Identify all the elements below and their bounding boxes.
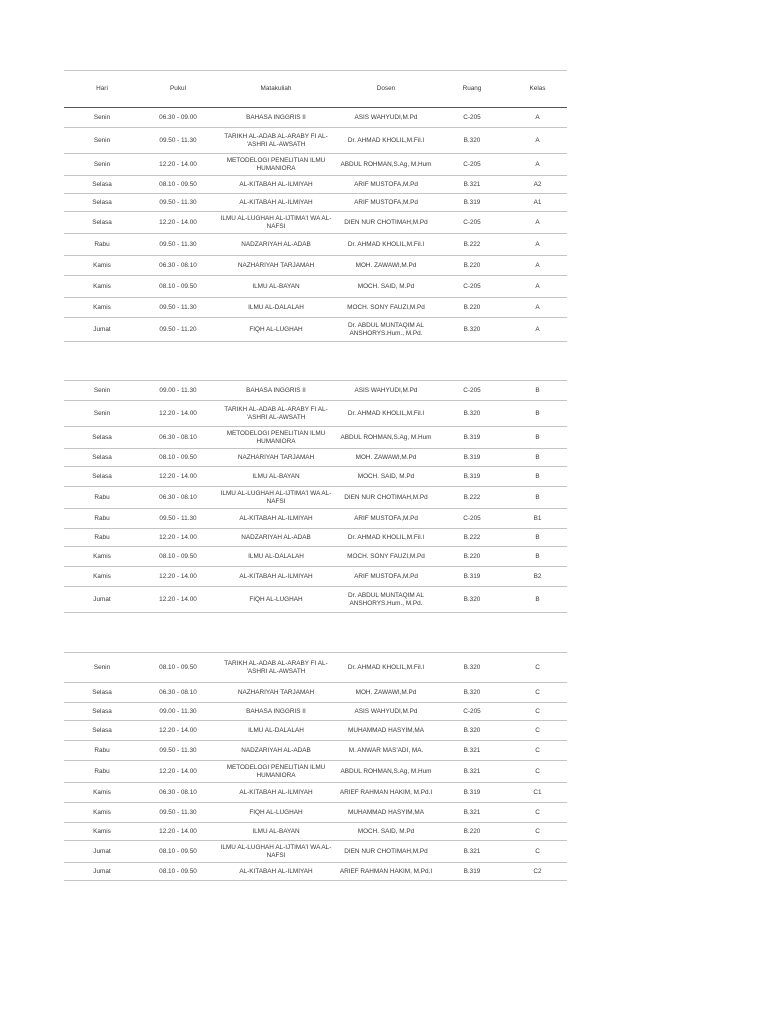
cell-matakuliah: NADZARIYAH AL-ADAB <box>216 741 336 761</box>
cell-kelas: C <box>508 761 567 783</box>
table-row <box>64 863 567 881</box>
cell-matakuliah: METODELOGI PENELITIAN ILMU HUMANIORA <box>216 761 336 783</box>
cell-ruang: B.321 <box>436 176 508 194</box>
cell-hari: Selasa <box>64 467 140 487</box>
cell-dosen: Dr. AHMAD KHOLIL,M.Fil.I <box>336 128 436 154</box>
cell-hari: Selasa <box>64 449 140 467</box>
cell-ruang: B.321 <box>436 761 508 783</box>
cell-ruang: C-205 <box>436 509 508 529</box>
table-row <box>64 653 567 683</box>
cell-kelas: B <box>508 529 567 547</box>
cell-ruang: B.319 <box>436 783 508 803</box>
cell-hari: Senin <box>64 653 140 683</box>
cell-dosen: MOCH. SAID, M.Pd <box>336 467 436 487</box>
header-ruang: Ruang <box>436 71 508 108</box>
table-row <box>64 509 567 529</box>
table-row <box>64 427 567 449</box>
cell-pukul: 09.50 - 11.30 <box>140 298 216 318</box>
cell-ruang: C-205 <box>436 212 508 234</box>
cell-kelas: C <box>508 703 567 721</box>
cell-dosen: ASIS WAHYUDI,M.Pd <box>336 108 436 128</box>
cell-dosen: ARIF MUSTOFA,M.Pd <box>336 176 436 194</box>
table-row <box>64 256 567 276</box>
cell-matakuliah: FIQH AL-LUGHAH <box>216 318 336 342</box>
cell-dosen: ASIS WAHYUDI,M.Pd <box>336 381 436 401</box>
cell-dosen: ABDUL ROHMAN,S.Ag, M.Hum <box>336 761 436 783</box>
cell-pukul: 12.20 - 14.00 <box>140 567 216 587</box>
cell-kelas: A <box>508 154 567 176</box>
table-row <box>64 128 567 154</box>
cell-matakuliah: ILMU AL-DALALAH <box>216 298 336 318</box>
cell-pukul: 08.10 - 09.50 <box>140 176 216 194</box>
cell-hari: Rabu <box>64 529 140 547</box>
cell-dosen: Dr. AHMAD KHOLIL,M.Fil.I <box>336 234 436 256</box>
cell-matakuliah: AL-KITABAH AL-ILMIYAH <box>216 567 336 587</box>
cell-pukul: 06.30 - 08.10 <box>140 256 216 276</box>
cell-kelas: B <box>508 427 567 449</box>
cell-matakuliah: AL-KITABAH AL-ILMIYAH <box>216 194 336 212</box>
cell-matakuliah: BAHASA INGGRIS II <box>216 381 336 401</box>
cell-dosen: MOCH. SONY FAUZI,M.Pd <box>336 298 436 318</box>
cell-ruang: C-205 <box>436 703 508 721</box>
cell-pukul: 12.20 - 14.00 <box>140 761 216 783</box>
cell-kelas: A <box>508 276 567 298</box>
table-row <box>64 823 567 841</box>
cell-matakuliah: FIQH AL-LUGHAH <box>216 587 336 613</box>
cell-pukul: 12.20 - 14.00 <box>140 154 216 176</box>
table-row <box>64 703 567 721</box>
cell-hari: Rabu <box>64 487 140 509</box>
cell-matakuliah: TARIKH AL-ADAB AL-ARABY FI AL-'ASHRI AL-AWSATH <box>216 128 336 154</box>
cell-kelas: C <box>508 683 567 703</box>
cell-dosen: DIEN NUR CHOTIMAH,M.Pd <box>336 841 436 863</box>
table-row <box>64 841 567 863</box>
cell-pukul: 12.20 - 14.00 <box>140 587 216 613</box>
cell-ruang: B.319 <box>436 863 508 881</box>
cell-pukul: 09.50 - 11.30 <box>140 234 216 256</box>
cell-hari: Selasa <box>64 176 140 194</box>
cell-pukul: 06.30 - 08.10 <box>140 783 216 803</box>
cell-hari: Rabu <box>64 761 140 783</box>
cell-pukul: 09.50 - 11.30 <box>140 194 216 212</box>
cell-dosen: ARIF MUSTOFA,M.Pd <box>336 194 436 212</box>
cell-ruang: B.321 <box>436 741 508 761</box>
cell-pukul: 08.10 - 09.50 <box>140 547 216 567</box>
cell-kelas: A <box>508 128 567 154</box>
cell-pukul: 12.20 - 14.00 <box>140 467 216 487</box>
table-row <box>64 783 567 803</box>
cell-ruang: B.320 <box>436 683 508 703</box>
cell-hari: Selasa <box>64 721 140 741</box>
cell-ruang: C-205 <box>436 108 508 128</box>
table-row <box>64 234 567 256</box>
cell-kelas: B <box>508 487 567 509</box>
cell-pukul: 09.50 - 11.30 <box>140 128 216 154</box>
cell-pukul: 09.00 - 11.30 <box>140 703 216 721</box>
cell-dosen: MOH. ZAWAWI,M.Pd <box>336 256 436 276</box>
cell-ruang: B.320 <box>436 401 508 427</box>
cell-pukul: 09.50 - 11.20 <box>140 318 216 342</box>
cell-hari: Selasa <box>64 683 140 703</box>
cell-dosen: ARIF MUSTOFA,M.Pd <box>336 567 436 587</box>
cell-kelas: C1 <box>508 783 567 803</box>
cell-kelas: B <box>508 587 567 613</box>
cell-matakuliah: BAHASA INGGRIS II <box>216 703 336 721</box>
cell-ruang: C-205 <box>436 276 508 298</box>
table-row <box>64 567 567 587</box>
cell-dosen: Dr. AHMAD KHOLIL,M.Fil.I <box>336 653 436 683</box>
cell-dosen: ABDUL ROHMAN,S.Ag, M.Hum <box>336 154 436 176</box>
cell-matakuliah: ILMU AL-LUGHAH AL-IJTIMA'I WA AL-NAFSI <box>216 841 336 863</box>
cell-matakuliah: ILMU AL-BAYAN <box>216 276 336 298</box>
table-row <box>64 683 567 703</box>
table-row <box>64 741 567 761</box>
cell-pukul: 12.20 - 14.00 <box>140 529 216 547</box>
cell-ruang: B.320 <box>436 721 508 741</box>
cell-ruang: B.220 <box>436 547 508 567</box>
cell-matakuliah: TARIKH AL-ADAB AL-ARABY FI AL-'ASHRI AL-AWSATH <box>216 401 336 427</box>
cell-ruang: B.319 <box>436 567 508 587</box>
cell-pukul: 08.10 - 09.50 <box>140 841 216 863</box>
cell-ruang: B.321 <box>436 841 508 863</box>
cell-pukul: 12.20 - 14.00 <box>140 721 216 741</box>
cell-pukul: 09.50 - 11.30 <box>140 741 216 761</box>
cell-matakuliah: TARIKH AL-ADAB AL-ARABY FI AL-'ASHRI AL-AWSATH <box>216 653 336 683</box>
cell-dosen: ABDUL ROHMAN,S.Ag, M.Hum <box>336 427 436 449</box>
cell-kelas: A <box>508 318 567 342</box>
schedule-table-class-b <box>64 380 567 613</box>
cell-kelas: A <box>508 298 567 318</box>
cell-kelas: A1 <box>508 194 567 212</box>
cell-pukul: 08.10 - 09.50 <box>140 863 216 881</box>
cell-hari: Senin <box>64 108 140 128</box>
cell-hari: Senin <box>64 128 140 154</box>
table-row <box>64 721 567 741</box>
cell-kelas: C2 <box>508 863 567 881</box>
cell-ruang: B.320 <box>436 318 508 342</box>
cell-matakuliah: AL-KITABAH AL-ILMIYAH <box>216 509 336 529</box>
table-row <box>64 803 567 823</box>
table-row <box>64 449 567 467</box>
schedule-table-class-c <box>64 652 567 881</box>
table-row <box>64 276 567 298</box>
cell-matakuliah: AL-KITABAH AL-ILMIYAH <box>216 783 336 803</box>
cell-pukul: 12.20 - 14.00 <box>140 823 216 841</box>
cell-ruang: B.320 <box>436 653 508 683</box>
cell-dosen: DIEN NUR CHOTIMAH,M.Pd <box>336 487 436 509</box>
cell-pukul: 12.20 - 14.00 <box>140 401 216 427</box>
cell-dosen: ARIEF RAHMAN HAKIM, M.Pd.I <box>336 863 436 881</box>
cell-kelas: C <box>508 653 567 683</box>
cell-matakuliah: ILMU AL-BAYAN <box>216 467 336 487</box>
cell-hari: Selasa <box>64 212 140 234</box>
cell-kelas: C <box>508 741 567 761</box>
table-row <box>64 547 567 567</box>
cell-kelas: C <box>508 841 567 863</box>
cell-ruang: B.220 <box>436 256 508 276</box>
header-matakuliah: Matakuliah <box>216 71 336 108</box>
cell-matakuliah: NADZARIYAH AL-ADAB <box>216 529 336 547</box>
cell-pukul: 09.00 - 11.30 <box>140 381 216 401</box>
cell-dosen: Dr. ABDUL MUNTAQIM AL ANSHORYS.Hum., M.Pd. <box>336 318 436 342</box>
cell-hari: Jumat <box>64 587 140 613</box>
cell-matakuliah: METODELOGI PENELITIAN ILMU HUMANIORA <box>216 154 336 176</box>
cell-hari: Rabu <box>64 234 140 256</box>
cell-hari: Selasa <box>64 703 140 721</box>
table-row <box>64 154 567 176</box>
cell-ruang: B.220 <box>436 298 508 318</box>
cell-kelas: B <box>508 401 567 427</box>
cell-dosen: MOCH. SONY FAUZI,M.Pd <box>336 547 436 567</box>
cell-hari: Rabu <box>64 741 140 761</box>
cell-kelas: C <box>508 823 567 841</box>
cell-matakuliah: AL-KITABAH AL-ILMIYAH <box>216 176 336 194</box>
cell-matakuliah: ILMU AL-DALALAH <box>216 547 336 567</box>
table-header <box>64 71 567 108</box>
cell-pukul: 08.10 - 09.50 <box>140 449 216 467</box>
cell-dosen: MOH. ZAWAWI,M.Pd <box>336 449 436 467</box>
cell-pukul: 09.50 - 11.30 <box>140 509 216 529</box>
cell-matakuliah: ILMU AL-LUGHAH AL-IJTIMA'I WA AL-NAFSI <box>216 487 336 509</box>
header-kelas: Kelas <box>508 71 567 108</box>
table-row <box>64 487 567 509</box>
cell-ruang: B.320 <box>436 128 508 154</box>
cell-pukul: 09.50 - 11.30 <box>140 803 216 823</box>
cell-ruang: B.220 <box>436 823 508 841</box>
table-row <box>64 194 567 212</box>
cell-hari: Kamis <box>64 567 140 587</box>
cell-hari: Jumat <box>64 863 140 881</box>
table-row <box>64 761 567 783</box>
table-row <box>64 401 567 427</box>
cell-ruang: C-205 <box>436 381 508 401</box>
cell-kelas: B <box>508 449 567 467</box>
cell-matakuliah: METODELOGI PENELITIAN ILMU HUMANIORA <box>216 427 336 449</box>
cell-hari: Kamis <box>64 783 140 803</box>
cell-ruang: B.319 <box>436 427 508 449</box>
table-row <box>64 176 567 194</box>
cell-hari: Kamis <box>64 256 140 276</box>
cell-hari: Kamis <box>64 823 140 841</box>
table-row <box>64 587 567 613</box>
cell-kelas: C <box>508 721 567 741</box>
cell-matakuliah: NADZARIYAH AL-ADAB <box>216 234 336 256</box>
cell-kelas: A <box>508 234 567 256</box>
cell-dosen: Dr. AHMAD KHOLIL,M.Fil.I <box>336 529 436 547</box>
cell-matakuliah: NAZHARIYAH TARJAMAH <box>216 449 336 467</box>
cell-hari: Rabu <box>64 509 140 529</box>
cell-kelas: B2 <box>508 567 567 587</box>
cell-dosen: ASIS WAHYUDI,M.Pd <box>336 703 436 721</box>
cell-kelas: A <box>508 212 567 234</box>
cell-pukul: 06.30 - 08.10 <box>140 683 216 703</box>
table-row <box>64 381 567 401</box>
table-row <box>64 467 567 487</box>
header-hari: Hari <box>64 71 140 108</box>
cell-ruang: B.319 <box>436 449 508 467</box>
cell-kelas: A <box>508 108 567 128</box>
cell-kelas: A <box>508 256 567 276</box>
cell-ruang: B.222 <box>436 487 508 509</box>
cell-matakuliah: ILMU AL-LUGHAH AL-IJTIMA'I WA AL-NAFSI <box>216 212 336 234</box>
cell-dosen: ARIEF RAHMAN HAKIM, M.Pd.I <box>336 783 436 803</box>
header-pukul: Pukul <box>140 71 216 108</box>
cell-matakuliah: NAZHARIYAH TARJAMAH <box>216 683 336 703</box>
cell-hari: Kamis <box>64 547 140 567</box>
cell-hari: Jumat <box>64 841 140 863</box>
cell-dosen: MOH. ZAWAWI,M.Pd <box>336 683 436 703</box>
cell-pukul: 06.30 - 08.10 <box>140 487 216 509</box>
cell-hari: Senin <box>64 381 140 401</box>
cell-dosen: MUHAMMAD HASYIM,MA <box>336 721 436 741</box>
table-row <box>64 108 567 128</box>
cell-hari: Selasa <box>64 194 140 212</box>
cell-hari: Jumat <box>64 318 140 342</box>
cell-dosen: MUHAMMAD HASYIM,MA <box>336 803 436 823</box>
cell-ruang: B.319 <box>436 467 508 487</box>
cell-dosen: MOCH. SAID, M.Pd <box>336 823 436 841</box>
cell-pukul: 12.20 - 14.00 <box>140 212 216 234</box>
cell-ruang: B.222 <box>436 529 508 547</box>
cell-ruang: B.321 <box>436 803 508 823</box>
cell-dosen: MOCH. SAID, M.Pd <box>336 276 436 298</box>
cell-kelas: A2 <box>508 176 567 194</box>
cell-pukul: 08.10 - 09.50 <box>140 276 216 298</box>
cell-kelas: B <box>508 547 567 567</box>
table-row <box>64 298 567 318</box>
cell-ruang: C-205 <box>436 154 508 176</box>
cell-hari: Senin <box>64 401 140 427</box>
cell-dosen: Dr. AHMAD KHOLIL,M.Fil.I <box>336 401 436 427</box>
cell-ruang: B.319 <box>436 194 508 212</box>
cell-pukul: 08.10 - 09.50 <box>140 653 216 683</box>
cell-pukul: 06.30 - 08.10 <box>140 427 216 449</box>
cell-matakuliah: BAHASA INGGRIS II <box>216 108 336 128</box>
cell-ruang: B.222 <box>436 234 508 256</box>
table-row <box>64 318 567 342</box>
cell-dosen: M. ANWAR MAS'ADI, MA. <box>336 741 436 761</box>
header-dosen: Dosen <box>336 71 436 108</box>
cell-matakuliah: ILMU AL-BAYAN <box>216 823 336 841</box>
cell-dosen: DIEN NUR CHOTIMAH,M.Pd <box>336 212 436 234</box>
cell-hari: Kamis <box>64 276 140 298</box>
table-row <box>64 212 567 234</box>
cell-kelas: B <box>508 381 567 401</box>
cell-dosen: ARIF MUSTOFA,M.Pd <box>336 509 436 529</box>
cell-hari: Selasa <box>64 427 140 449</box>
cell-hari: Kamis <box>64 298 140 318</box>
cell-dosen: Dr. ABDUL MUNTAQIM AL ANSHORYS.Hum., M.Pd. <box>336 587 436 613</box>
cell-hari: Kamis <box>64 803 140 823</box>
cell-kelas: B1 <box>508 509 567 529</box>
cell-ruang: B.320 <box>436 587 508 613</box>
schedule-table-class-a <box>64 70 567 342</box>
cell-hari: Senin <box>64 154 140 176</box>
cell-matakuliah: ILMU AL-DALALAH <box>216 721 336 741</box>
cell-kelas: C <box>508 803 567 823</box>
cell-matakuliah: AL-KITABAH AL-ILMIYAH <box>216 863 336 881</box>
cell-pukul: 06.30 - 09.00 <box>140 108 216 128</box>
cell-matakuliah: NAZHARIYAH TARJAMAH <box>216 256 336 276</box>
table-row <box>64 529 567 547</box>
cell-matakuliah: FIQH AL-LUGHAH <box>216 803 336 823</box>
cell-kelas: B <box>508 467 567 487</box>
